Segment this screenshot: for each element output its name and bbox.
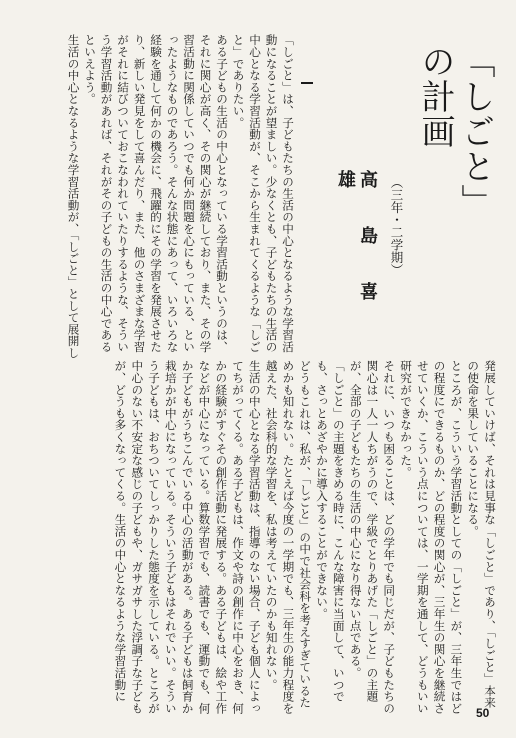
paragraph: ところが、こういう学習活動としての「しごと」が、三年生ではどの程度にできるものか、どの程度の関心が、三年生の関心を継続させていくか、こういう点については、一学期を通して、どうもいい研究ができなかった。 (399, 360, 464, 714)
page-number: 50 (476, 706, 490, 720)
lower-body-text (28, 360, 498, 716)
paragraph: 発展していけば、それは見事な「しごと」であり、「しごと」本来の使命を果していることになる。 (466, 360, 497, 709)
article-title: 「しごと」の計画 (415, 44, 495, 219)
paragraph: それに、いつも困ることは、どの学年でも同じだが、子どもたちの関心は一人一人ちがうので、学級でとりあげた「しごと」の主題が、全部の子どもたちの生活の中心になり得ない点である。 (348, 360, 397, 714)
section-number (301, 82, 302, 83)
article-subtitle: （三年・二学期） (389, 176, 404, 276)
paragraph: 「しごと」は、子どもたちの生活の中心となるような学習活動になることが望ましい。少なくとも、子どもたちの生活の中心となる学習活動が、そこから生まれてくるような「しごと」でありたい。 (231, 34, 295, 353)
paragraph: 「しごと」の主題をきめる時に、こんな障害に当面して、いつでも、さっとあざやかに導入することができない。 (315, 360, 346, 703)
paragraph: どうもこれは、私が、「しごと」の中で社会科を考えすぎているためかも知れない。たとえば今度の一学期でも、三年生の能力程度を越えた、社会科的な学習を、私は考えていたのかも知れない。 (264, 360, 313, 714)
section-number-mark (301, 82, 313, 84)
paragraph: ある子どもの生活の中心となっている学習活動というのは、それに関心が高く、その関心が継続しており、また、その学習活動に関係していつでも何か問題を心にもっている、といったようなものであろう。そんな状態にあって、いろいろな経験を通して何かの機会に、飛躍的にその学習を発展させたり、新しい発見をして喜んだり、また、他のさまざまな学習がそれに結びついておこなわれていたりするような、そういう学習活動があれば、それがその子どもの生活の中心であるといえよう。 (83, 34, 229, 353)
paragraph: 生活の中心となるような学習活動が、「しごと」として展開し (66, 34, 81, 359)
article-author: 高 島 喜 雄 (335, 170, 378, 338)
upper-body-text (46, 34, 296, 364)
paragraph: 生活の中心となる学習活動は、指導のない場合、子ども個人によってちがってくる。ある子どもは、作文や詩の創作に中心をおき、何かの経験がすぐその創作活動に発展する。ある子どもは、絵や工作などが中心になっている。算数学習でも、読書でも、運動でも、何か子どもがうちこんでいる中心の活動がある。ある子どもは飼育か栽培かが中心になっている。そういう子どもはそれでいい。そういう子どもは、おちついてしっかりした態度を示している。ところが中心のない不安定な感じの子どもや、ガサガサした浮調子な子どもが、どうも多くなってくる。生活の中心となるような学習活動に (113, 360, 262, 714)
